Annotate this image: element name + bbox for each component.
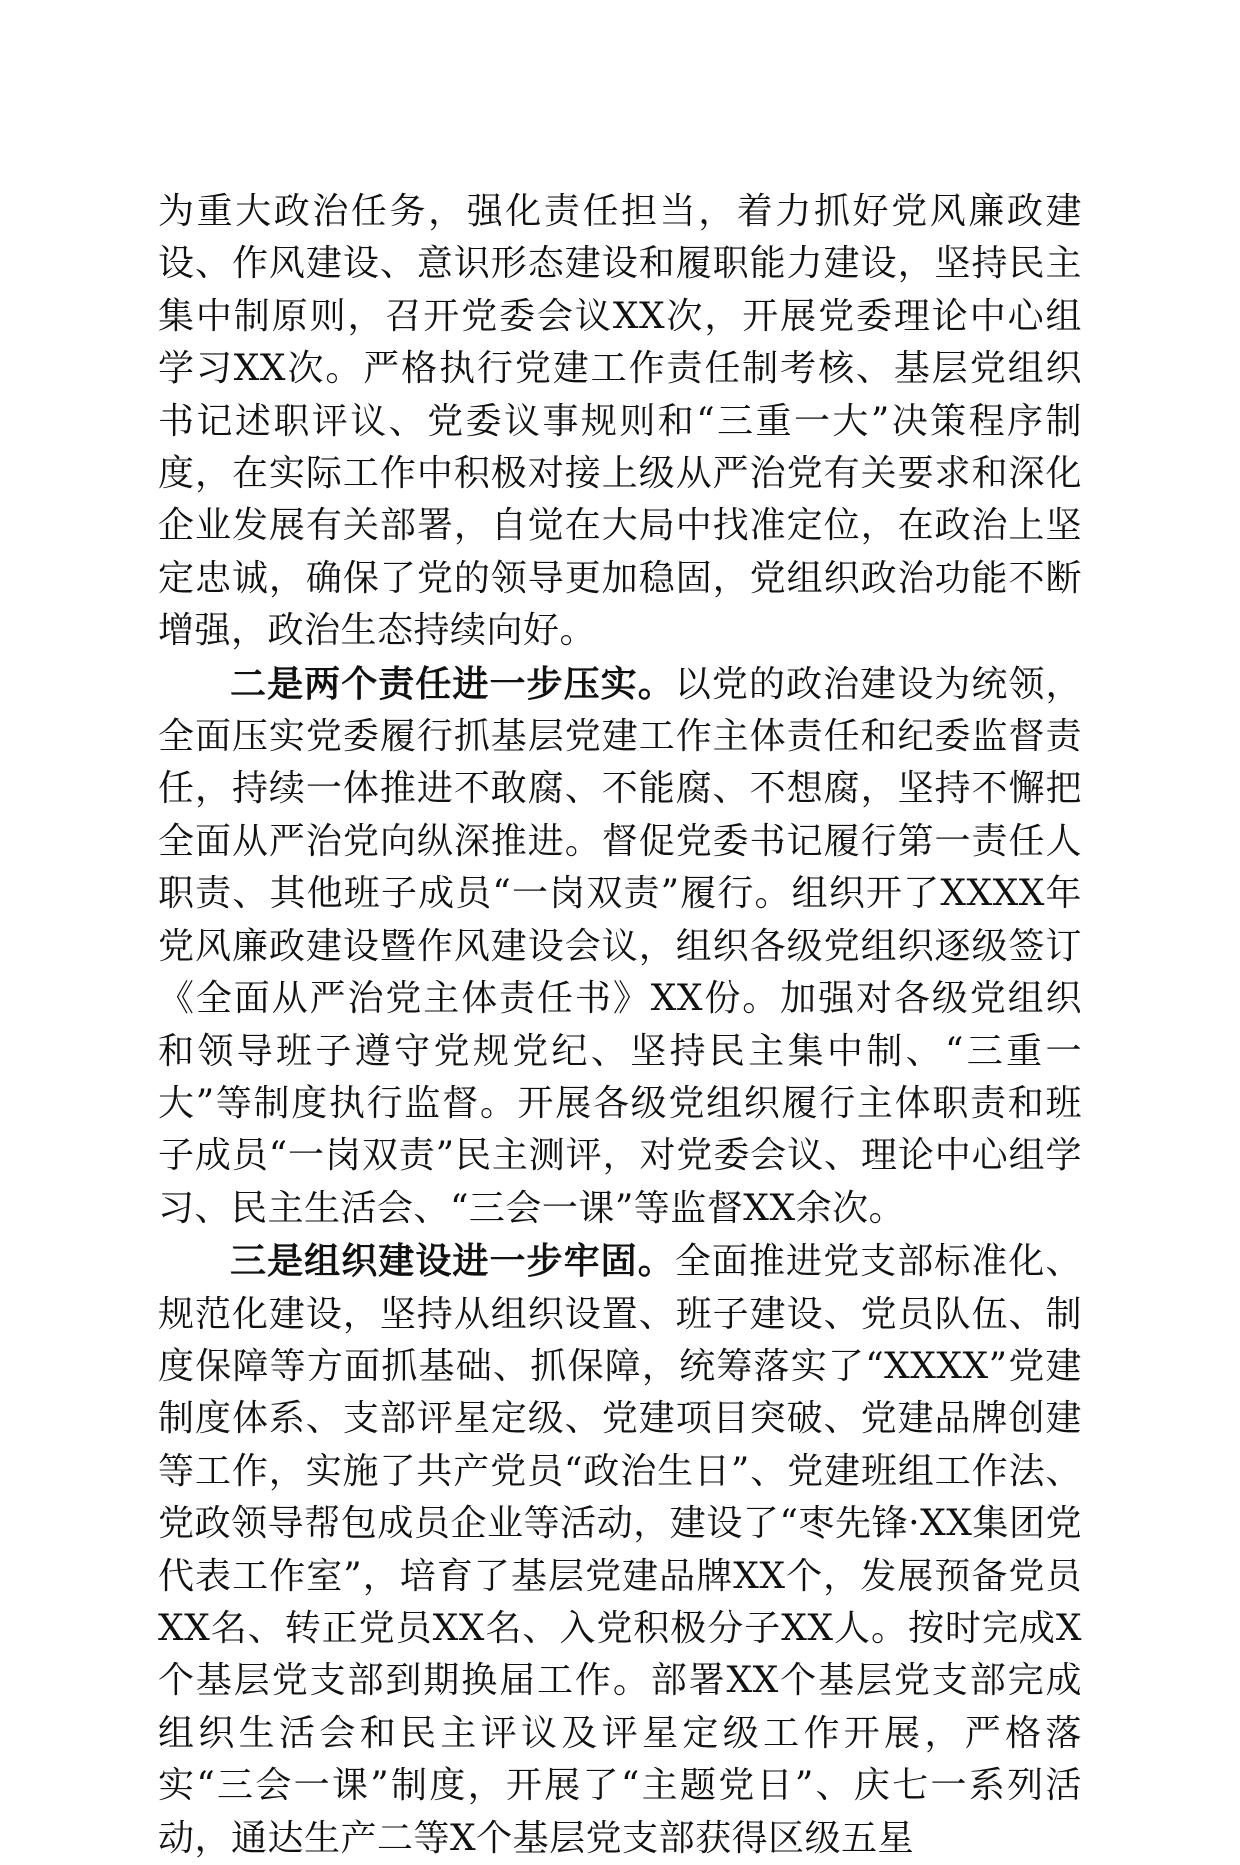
paragraph-1	[158, 185, 1082, 658]
paragraph-2-text: 以党的政治建设为统领，全面压实党委履行抓基层党建工作主体责任和纪委监督责任，持续一体推进不敢腐、不能腐、不想腐，坚持不懈把全面从严治党向纵深推进。督促党委书记履行第一责任人职责、其他班子成员“一岗双责”履行。组织开了XXXX年党风廉政建设暨作风建设会议，组织各级党组织逐级签订《全面从严治党主体责任书》XX份。加强对各级党组织和领导班子遵守党规党纪、坚持民主集中制、“三重一大”等制度执行监督。开展各级党组织履行主体职责和班子成员“一岗双责”民主测评，对党委会议、理论中心组学习、民主生活会、“三会一课”等监督XX余次。	[158, 663, 1082, 1229]
paragraph-2	[158, 658, 1082, 1235]
paragraph-2-lead: 二是两个责任进一步压实。	[230, 662, 675, 705]
paragraph-3-text: 全面推进党支部标准化、规范化建设，坚持从组织设置、班子建设、党员队伍、制度保障等方面抓基础、抓保障，统筹落实了“XXXX”党建制度体系、支部评星定级、党建项目突破、党建品牌创建等工作，实施了共产党员“政治生日”、党建班组工作法、党政领导帮包成员企业等活动，建设了“枣先锋·XX集团党代表工作室”，培育了基层党建品牌XX个，发展预备党员XX名、转正党员XX名、入党积极分子XX人。按时完成X个基层党支部到期换届工作。部署XX个基层党支部完成组织生活会和民主评议及评星定级工作开展，严格落实“三会一课”制度，开展了“主题党日”、庆七一系列活动，通达生产二等X个基层党支部获得区级五星	[158, 1241, 1082, 1859]
paragraph-3	[158, 1235, 1082, 1865]
paragraph-3-lead: 三是组织建设进一步牢固。	[230, 1240, 675, 1283]
document-body	[158, 185, 1082, 1865]
paragraph-1-text: 为重大政治任务，强化责任担当，着力抓好党风廉政建设、作风建设、意识形态建设和履职能力建设，坚持民主集中制原则，召开党委会议XX次，开展党委理论中心组学习XX次。严格执行党建工作责任制考核、基层党组织书记述职评议、党委议事规则和“三重一大”决策程序制度，在实际工作中积极对接上级从严治党有关要求和深化企业发展有关部署，自觉在大局中找准定位，在政治上坚定忠诚，确保了党的领导更加稳固，党组织政治功能不断增强，政治生态持续向好。	[158, 191, 1082, 652]
